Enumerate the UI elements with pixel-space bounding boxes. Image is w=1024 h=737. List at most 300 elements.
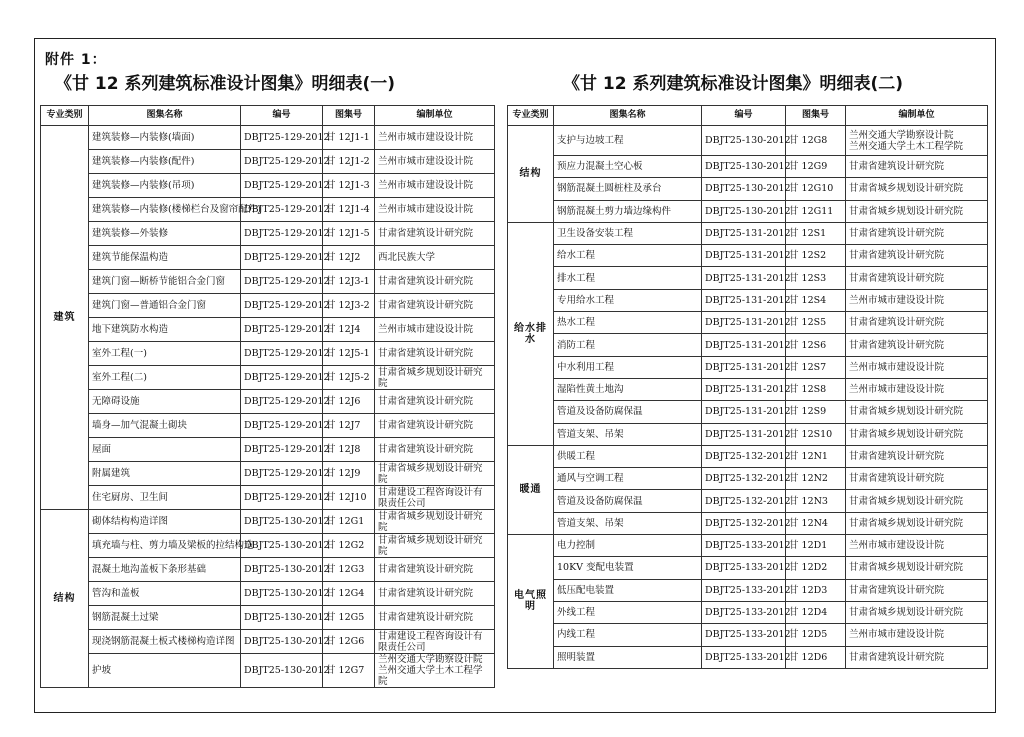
header-code: 编号: [241, 106, 323, 126]
unit-cell: [846, 646, 988, 668]
code-cell: DBJT25-129-2012: [241, 198, 323, 222]
unit-line: 甘肃省城乡规划设计研究院: [378, 534, 483, 557]
unit-cell: [846, 557, 988, 579]
unit-line: 甘肃省城乡规划设计研究院: [849, 562, 964, 574]
atlas-name-cell: 内线工程: [554, 624, 702, 646]
unit-line: 甘肃省建筑设计研究院: [378, 420, 474, 431]
unit-line: 甘肃省建筑设计研究院: [378, 612, 474, 623]
atlas-name-cell: 低压配电装置: [554, 579, 702, 601]
header-category: 专业类别: [508, 106, 554, 126]
table-row: [508, 601, 988, 623]
detail-table-right: [507, 105, 988, 669]
atlas-name-cell: 室外工程(一): [89, 342, 241, 366]
unit-line: 甘肃省建筑设计研究院: [378, 564, 474, 575]
unit-cell: [375, 318, 495, 342]
unit-line: 甘肃省城乡规划设计研究院: [378, 462, 483, 485]
unit-cell: [375, 654, 495, 688]
table-row: [508, 356, 988, 378]
unit-cell: [375, 486, 495, 510]
table-row: [508, 378, 988, 400]
atlas-number-cell: 甘 12J1-3: [323, 174, 375, 198]
atlas-number-cell: 甘 12J10: [323, 486, 375, 510]
unit-line: 甘肃省建筑设计研究院: [849, 584, 945, 596]
code-cell: DBJT25-130-2012: [702, 126, 786, 156]
atlas-number-cell: 甘 12G8: [786, 126, 846, 156]
unit-line: 兰州市城市建设设计院: [849, 629, 945, 641]
unit-line: 甘肃建设工程咨询设计有限责任公司: [378, 486, 483, 509]
atlas-name-cell: 钢筋混凝土剪力墙边缘构件: [554, 200, 702, 222]
atlas-name-cell: 地下建筑防水构造: [89, 318, 241, 342]
unit-line: 兰州市城市建设设计院: [378, 156, 474, 167]
code-cell: DBJT25-130-2012: [241, 654, 323, 688]
unit-cell: [375, 390, 495, 414]
table-row: [41, 150, 495, 174]
unit-cell: [846, 267, 988, 289]
atlas-number-cell: 甘 12J1-1: [323, 126, 375, 150]
category-cell: 结构: [508, 126, 554, 223]
unit-cell: [375, 558, 495, 582]
unit-cell: [375, 414, 495, 438]
table-row: [41, 318, 495, 342]
table-row: [41, 366, 495, 390]
atlas-name-cell: 填充墙与柱、剪力墙及梁板的拉结构造: [89, 534, 241, 558]
table-row: [41, 654, 495, 688]
atlas-name-cell: 卫生设备安装工程: [554, 222, 702, 244]
atlas-number-cell: 甘 12J9: [323, 462, 375, 486]
atlas-name-cell: 无障碍设施: [89, 390, 241, 414]
unit-line: 甘肃省建筑设计研究院: [849, 317, 945, 329]
atlas-number-cell: 甘 12D3: [786, 579, 846, 601]
atlas-number-cell: 甘 12J5-2: [323, 366, 375, 390]
table-row: [508, 245, 988, 267]
unit-line: 甘肃省建筑设计研究院: [849, 228, 945, 240]
atlas-number-cell: 甘 12S7: [786, 356, 846, 378]
atlas-number-cell: 甘 12J4: [323, 318, 375, 342]
unit-line: 甘肃省城乡规划设计研究院: [378, 366, 483, 389]
unit-line: 甘肃建设工程咨询设计有限责任公司: [378, 630, 483, 653]
table-row: [41, 582, 495, 606]
atlas-number-cell: 甘 12S9: [786, 401, 846, 423]
atlas-number-cell: 甘 12J1-5: [323, 222, 375, 246]
atlas-name-cell: 混凝土地沟盖板下条形基础: [89, 558, 241, 582]
atlas-number-cell: 甘 12D4: [786, 601, 846, 623]
atlas-name-cell: 建筑装修—内装修(配件): [89, 150, 241, 174]
code-cell: DBJT25-129-2012: [241, 174, 323, 198]
table-row: [41, 510, 495, 534]
unit-cell: [846, 401, 988, 423]
header-unit: 编制单位: [375, 106, 495, 126]
table-row: [508, 126, 988, 156]
code-cell: DBJT25-130-2012: [241, 582, 323, 606]
atlas-number-cell: 甘 12G4: [323, 582, 375, 606]
atlas-name-cell: 通风与空调工程: [554, 468, 702, 490]
table-row: [41, 534, 495, 558]
table-header-row: [508, 106, 988, 126]
atlas-name-cell: 10KV 变配电装置: [554, 557, 702, 579]
atlas-number-cell: 甘 12J2: [323, 246, 375, 270]
table-row: [508, 445, 988, 467]
unit-cell: [846, 126, 988, 156]
unit-cell: [846, 445, 988, 467]
code-cell: DBJT25-131-2012: [702, 423, 786, 445]
table-row: [41, 246, 495, 270]
atlas-name-cell: 管道及设备防腐保温: [554, 490, 702, 512]
unit-line: 甘肃省建筑设计研究院: [378, 396, 474, 407]
atlas-name-cell: 外线工程: [554, 601, 702, 623]
header-name: 图集名称: [89, 106, 241, 126]
table-row: [508, 646, 988, 668]
header-code: 编号: [702, 106, 786, 126]
code-cell: DBJT25-130-2012: [241, 558, 323, 582]
unit-cell: [375, 366, 495, 390]
code-cell: DBJT25-130-2012: [702, 178, 786, 200]
atlas-name-cell: 消防工程: [554, 334, 702, 356]
code-cell: DBJT25-130-2012: [702, 200, 786, 222]
unit-line: 甘肃省建筑设计研究院: [378, 300, 474, 311]
code-cell: DBJT25-132-2012: [702, 445, 786, 467]
atlas-name-cell: 管沟和盖板: [89, 582, 241, 606]
atlas-number-cell: 甘 12G7: [323, 654, 375, 688]
code-cell: DBJT25-129-2012: [241, 342, 323, 366]
table-row: [508, 579, 988, 601]
unit-line: 甘肃省建筑设计研究院: [378, 588, 474, 599]
header-name: 图集名称: [554, 106, 702, 126]
header-category: 专业类别: [41, 106, 89, 126]
code-cell: DBJT25-131-2012: [702, 289, 786, 311]
table-row: [508, 512, 988, 534]
atlas-name-cell: 电力控制: [554, 535, 702, 557]
category-cell: 结构: [41, 510, 89, 688]
code-cell: DBJT25-130-2012: [702, 156, 786, 178]
atlas-number-cell: 甘 12J1-2: [323, 150, 375, 174]
atlas-name-cell: 中水利用工程: [554, 356, 702, 378]
unit-line: 兰州市城市建设设计院: [849, 540, 945, 552]
code-cell: DBJT25-133-2012: [702, 535, 786, 557]
code-cell: DBJT25-130-2012: [241, 510, 323, 534]
atlas-number-cell: 甘 12S5: [786, 312, 846, 334]
unit-cell: [375, 438, 495, 462]
unit-cell: [846, 356, 988, 378]
unit-cell: [375, 294, 495, 318]
atlas-name-cell: 支护与边坡工程: [554, 126, 702, 156]
atlas-number-cell: 甘 12G10: [786, 178, 846, 200]
atlas-number-cell: 甘 12G6: [323, 630, 375, 654]
code-cell: DBJT25-131-2012: [702, 378, 786, 400]
atlas-name-cell: 预应力混凝土空心板: [554, 156, 702, 178]
table-row: [41, 222, 495, 246]
unit-line: 兰州交通大学土木工程学院: [378, 665, 483, 687]
atlas-number-cell: 甘 12G1: [323, 510, 375, 534]
unit-line: 甘肃省城乡规划设计研究院: [849, 406, 964, 418]
unit-cell: [846, 624, 988, 646]
atlas-name-cell: 建筑门窗—普通铝合金门窗: [89, 294, 241, 318]
atlas-name-cell: 管道及设备防腐保温: [554, 401, 702, 423]
atlas-number-cell: 甘 12S3: [786, 267, 846, 289]
atlas-number-cell: 甘 12J1-4: [323, 198, 375, 222]
code-cell: DBJT25-129-2012: [241, 462, 323, 486]
atlas-name-cell: 砌体结构构造详图: [89, 510, 241, 534]
atlas-name-cell: 住宅厨房、卫生间: [89, 486, 241, 510]
atlas-name-cell: 墙身—加气混凝土砌块: [89, 414, 241, 438]
category-cell: 电气照明: [508, 535, 554, 669]
unit-line: 兰州市城市建设设计院: [849, 361, 945, 373]
atlas-number-cell: 甘 12N3: [786, 490, 846, 512]
unit-cell: [375, 630, 495, 654]
atlas-number-cell: 甘 12J6: [323, 390, 375, 414]
unit-line: 兰州市城市建设设计院: [378, 132, 474, 143]
unit-line: 甘肃省建筑设计研究院: [378, 228, 474, 239]
atlas-number-cell: 甘 12J3-1: [323, 270, 375, 294]
table-row: [508, 267, 988, 289]
document-page: [34, 38, 996, 713]
code-cell: DBJT25-129-2012: [241, 366, 323, 390]
code-cell: DBJT25-130-2012: [241, 534, 323, 558]
table-left-title: 《甘 12 系列建筑标准设计图集》明细表(一): [55, 74, 396, 94]
unit-cell: [846, 535, 988, 557]
unit-line: 兰州市城市建设设计院: [378, 204, 474, 215]
table-row: [41, 630, 495, 654]
atlas-name-cell: 附属建筑: [89, 462, 241, 486]
unit-cell: [846, 512, 988, 534]
detail-table-left: [40, 105, 495, 688]
unit-line: 甘肃省城乡规划设计研究院: [849, 607, 964, 619]
unit-line: 甘肃省建筑设计研究院: [849, 473, 945, 485]
code-cell: DBJT25-131-2012: [702, 356, 786, 378]
table-row: [508, 624, 988, 646]
unit-line: 甘肃省城乡规划设计研究院: [849, 183, 964, 195]
unit-line: 甘肃省建筑设计研究院: [849, 272, 945, 284]
table-row: [41, 606, 495, 630]
category-cell: 给水排水: [508, 222, 554, 445]
atlas-name-cell: 建筑装修—外装修: [89, 222, 241, 246]
category-cell: 建筑: [41, 126, 89, 510]
unit-cell: [375, 198, 495, 222]
table-row: [41, 294, 495, 318]
atlas-name-cell: 建筑节能保温构造: [89, 246, 241, 270]
code-cell: DBJT25-129-2012: [241, 390, 323, 414]
atlas-number-cell: 甘 12S8: [786, 378, 846, 400]
atlas-name-cell: 屋面: [89, 438, 241, 462]
unit-line: 兰州市城市建设设计院: [378, 324, 474, 335]
table-row: [508, 334, 988, 356]
atlas-name-cell: 钢筋混凝土过梁: [89, 606, 241, 630]
code-cell: DBJT25-132-2012: [702, 490, 786, 512]
unit-line: 甘肃省建筑设计研究院: [849, 250, 945, 262]
table-row: [41, 270, 495, 294]
code-cell: DBJT25-129-2012: [241, 414, 323, 438]
atlas-name-cell: 建筑装修—内装修(吊项): [89, 174, 241, 198]
table-row: [508, 222, 988, 244]
unit-line: 兰州交通大学勘察设计院: [378, 654, 483, 665]
category-cell: 暖通: [508, 445, 554, 534]
code-cell: DBJT25-133-2012: [702, 579, 786, 601]
unit-cell: [375, 270, 495, 294]
table-row: [41, 414, 495, 438]
table-row: [41, 174, 495, 198]
unit-cell: [375, 582, 495, 606]
unit-line: 甘肃省城乡规划设计研究院: [378, 510, 483, 533]
atlas-number-cell: 甘 12S10: [786, 423, 846, 445]
unit-cell: [375, 174, 495, 198]
unit-cell: [846, 222, 988, 244]
attachment-label: 附件 1：: [45, 52, 107, 68]
code-cell: DBJT25-129-2012: [241, 222, 323, 246]
unit-cell: [846, 156, 988, 178]
atlas-name-cell: 现浇钢筋混凝土板式楼梯构造详图: [89, 630, 241, 654]
table-row: [41, 486, 495, 510]
atlas-name-cell: 建筑装修—内装修(墙面): [89, 126, 241, 150]
code-cell: DBJT25-131-2012: [702, 334, 786, 356]
unit-line: 甘肃省城乡规划设计研究院: [849, 205, 964, 217]
atlas-name-cell: 照明装置: [554, 646, 702, 668]
unit-cell: [846, 312, 988, 334]
code-cell: DBJT25-131-2012: [702, 312, 786, 334]
unit-line: 甘肃省建筑设计研究院: [849, 451, 945, 462]
atlas-number-cell: 甘 12J8: [323, 438, 375, 462]
atlas-name-cell: 建筑门窗—断桥节能铝合金门窗: [89, 270, 241, 294]
unit-cell: [846, 200, 988, 222]
table-row: [41, 462, 495, 486]
atlas-number-cell: 甘 12G9: [786, 156, 846, 178]
unit-cell: [375, 462, 495, 486]
code-cell: DBJT25-132-2012: [702, 512, 786, 534]
unit-cell: [375, 510, 495, 534]
unit-cell: [846, 468, 988, 490]
table-row: [41, 342, 495, 366]
unit-cell: [375, 606, 495, 630]
unit-cell: [846, 579, 988, 601]
unit-line: 西北民族大学: [378, 252, 436, 263]
unit-cell: [846, 178, 988, 200]
table-row: [508, 535, 988, 557]
code-cell: DBJT25-129-2012: [241, 270, 323, 294]
unit-line: 兰州交通大学勘察设计院: [849, 129, 954, 141]
atlas-number-cell: 甘 12D5: [786, 624, 846, 646]
atlas-name-cell: 专用给水工程: [554, 289, 702, 311]
table-row: [508, 289, 988, 311]
unit-cell: [375, 534, 495, 558]
atlas-number-cell: 甘 12N2: [786, 468, 846, 490]
unit-line: 兰州市城市建设设计院: [849, 294, 945, 306]
atlas-number-cell: 甘 12N1: [786, 445, 846, 467]
atlas-name-cell: 建筑装修—内装修(楼梯栏台及窗帘配件): [89, 198, 241, 222]
unit-line: 甘肃省城乡规划设计研究院: [849, 517, 964, 529]
atlas-name-cell: 管道支架、吊架: [554, 512, 702, 534]
table-row: [508, 468, 988, 490]
atlas-number-cell: 甘 12G5: [323, 606, 375, 630]
unit-cell: [375, 246, 495, 270]
unit-line: 甘肃省建筑设计研究院: [849, 339, 945, 351]
atlas-name-cell: 室外工程(二): [89, 366, 241, 390]
code-cell: DBJT25-129-2012: [241, 126, 323, 150]
atlas-number-cell: 甘 12S4: [786, 289, 846, 311]
table-row: [508, 312, 988, 334]
atlas-number-cell: 甘 12N4: [786, 512, 846, 534]
table-row: [508, 557, 988, 579]
unit-cell: [846, 289, 988, 311]
atlas-number-cell: 甘 12D2: [786, 557, 846, 579]
unit-line: 兰州市城市建设设计院: [849, 384, 945, 396]
atlas-number-cell: 甘 12J7: [323, 414, 375, 438]
atlas-number-cell: 甘 12D6: [786, 646, 846, 668]
atlas-number-cell: 甘 12G3: [323, 558, 375, 582]
table-row: [508, 156, 988, 178]
table-row: [508, 200, 988, 222]
atlas-number-cell: 甘 12G2: [323, 534, 375, 558]
code-cell: DBJT25-129-2012: [241, 150, 323, 174]
unit-line: 甘肃省建筑设计研究院: [378, 444, 474, 455]
table-row: [41, 198, 495, 222]
header-atlas: 图集号: [786, 106, 846, 126]
table-header-row: [41, 106, 495, 126]
table-row: [508, 423, 988, 445]
atlas-number-cell: 甘 12S2: [786, 245, 846, 267]
unit-cell: [846, 378, 988, 400]
atlas-number-cell: 甘 12G11: [786, 200, 846, 222]
header-unit: 编制单位: [846, 106, 988, 126]
atlas-number-cell: 甘 12J5-1: [323, 342, 375, 366]
table-row: [41, 438, 495, 462]
code-cell: DBJT25-130-2012: [241, 606, 323, 630]
code-cell: DBJT25-129-2012: [241, 246, 323, 270]
atlas-name-cell: 管道支架、吊架: [554, 423, 702, 445]
table-row: [41, 390, 495, 414]
unit-cell: [846, 334, 988, 356]
atlas-name-cell: 排水工程: [554, 267, 702, 289]
table-row: [508, 178, 988, 200]
code-cell: DBJT25-131-2012: [702, 222, 786, 244]
code-cell: DBJT25-129-2012: [241, 486, 323, 510]
table-row: [508, 490, 988, 512]
code-cell: DBJT25-131-2012: [702, 267, 786, 289]
atlas-number-cell: 甘 12S1: [786, 222, 846, 244]
unit-line: 甘肃省城乡规划设计研究院: [849, 495, 964, 507]
atlas-number-cell: 甘 12J3-2: [323, 294, 375, 318]
unit-line: 兰州交通大学土木工程学院: [849, 140, 964, 152]
unit-cell: [375, 222, 495, 246]
unit-cell: [846, 423, 988, 445]
unit-cell: [375, 150, 495, 174]
unit-cell: [375, 342, 495, 366]
code-cell: DBJT25-133-2012: [702, 646, 786, 668]
table-row: [41, 126, 495, 150]
atlas-name-cell: 湿陷性黄土地沟: [554, 378, 702, 400]
atlas-name-cell: 护坡: [89, 654, 241, 688]
code-cell: DBJT25-133-2012: [702, 557, 786, 579]
code-cell: DBJT25-130-2012: [241, 630, 323, 654]
unit-line: 甘肃省建筑设计研究院: [378, 348, 474, 359]
unit-cell: [375, 126, 495, 150]
unit-line: 甘肃省建筑设计研究院: [849, 651, 945, 663]
unit-cell: [846, 245, 988, 267]
code-cell: DBJT25-129-2012: [241, 318, 323, 342]
unit-line: 甘肃省城乡规划设计研究院: [849, 428, 964, 440]
header-atlas: 图集号: [323, 106, 375, 126]
atlas-name-cell: 钢筋混凝土圆桩柱及承台: [554, 178, 702, 200]
unit-line: 甘肃省建筑设计研究院: [849, 161, 945, 173]
code-cell: DBJT25-129-2012: [241, 294, 323, 318]
table-right-title: 《甘 12 系列建筑标准设计图集》明细表(二): [563, 74, 904, 94]
code-cell: DBJT25-133-2012: [702, 624, 786, 646]
code-cell: DBJT25-133-2012: [702, 601, 786, 623]
unit-line: 甘肃省建筑设计研究院: [378, 276, 474, 287]
unit-cell: [846, 490, 988, 512]
code-cell: DBJT25-132-2012: [702, 468, 786, 490]
code-cell: DBJT25-131-2012: [702, 245, 786, 267]
atlas-name-cell: 供暖工程: [554, 445, 702, 467]
unit-cell: [846, 601, 988, 623]
atlas-number-cell: 甘 12D1: [786, 535, 846, 557]
